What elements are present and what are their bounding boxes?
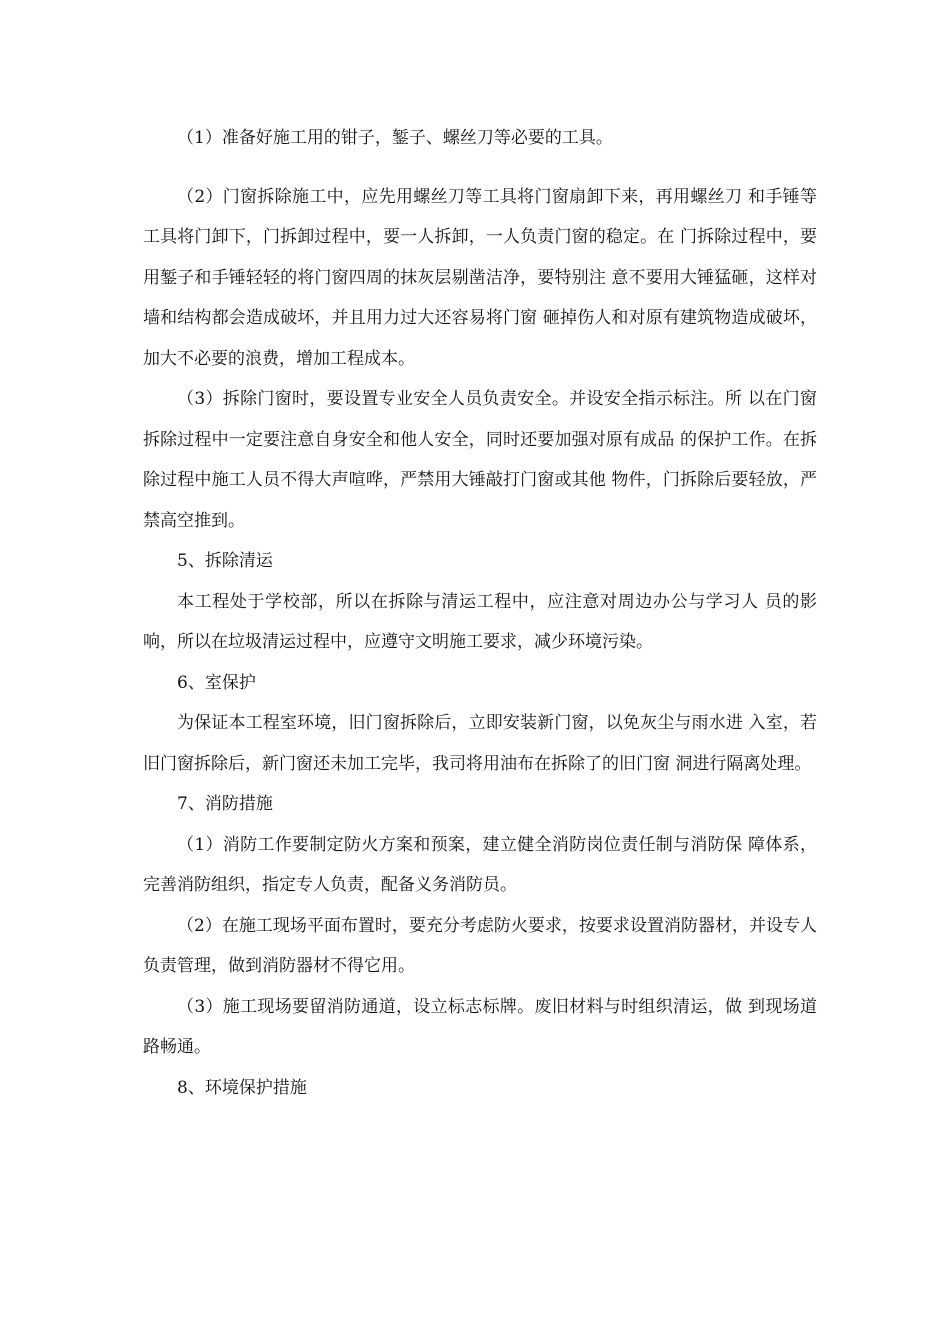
- section-heading-demolition-clearance: 5、拆除清运: [177, 551, 273, 571]
- paragraph-door-removal: （2）门窗拆除施工中，应先用螺丝刀等工具将门窗扇卸下来，再用螺丝刀 和手锤等工具将门卸下，门拆卸过程中，要一人拆卸，一人负责门窗的稳定。在 门拆除过程中，要用錾子和手锤轻轻的将门窗四周的抹灰层剔凿洁净，要特别注 意不要用大锤猛砸，这样对墙和结构都会造成破坏，并且用力过大还容易将门窗 砸掉伤人和对原有建筑物造成破坏，加大不必要的浪费，增加工程成本。: [143, 186, 817, 369]
- section-heading-fire-measures: 7、消防措施: [177, 794, 273, 814]
- paragraph-indoor-protection: 为保证本工程室环境，旧门窗拆除后，立即安装新门窗，以免灰尘与雨水进 入室，若旧门窗拆除后，新门窗还未加工完毕，我司将用油布在拆除了的旧门窗 洞进行隔离处理。: [143, 713, 817, 774]
- paragraph-fire-access: （3）施工现场要留消防通道，设立标志标牌。废旧材料与时组织清运，做 到现场道路畅通。: [143, 996, 817, 1057]
- section-heading-environment: 8、环境保护措施: [177, 1077, 307, 1098]
- paragraph-fire-plan: （1）消防工作要制定防火方案和预案，建立健全消防岗位责任制与消防保 障体系，完善消防组织，指定专人负责，配备义务消防员。: [143, 834, 817, 895]
- paragraph-tools: （1）准备好施工用的钳子，錾子、螺丝刀等必要的工具。: [177, 128, 613, 148]
- paragraph-safety: （3）拆除门窗时，要设置专业安全人员负责安全。并设安全指示标注。所 以在门窗拆除过程中一定要注意自身安全和他人安全，同时还要加强对原有成品 的保护工作。在拆除过程中施工人员不得大声喧哗，严禁用大锤敲打门窗或其他 物件，门拆除后要轻放，严禁高空推到。: [143, 389, 817, 531]
- paragraph-demolition-clearance: 本工程处于学校部，所以在拆除与清运工程中，应注意对周边办公与学习人 员的影响，所以在垃圾清运过程中，应遵守文明施工要求，减少环境污染。: [143, 591, 817, 652]
- document-body: [143, 118, 817, 1108]
- section-heading-indoor-protection: 6、室保护: [177, 672, 256, 693]
- paragraph-fire-equipment: （2）在施工现场平面布置时，要充分考虑防火要求，按要求设置消防器材，并设专人负责管理，做到消防器材不得它用。: [143, 915, 817, 976]
